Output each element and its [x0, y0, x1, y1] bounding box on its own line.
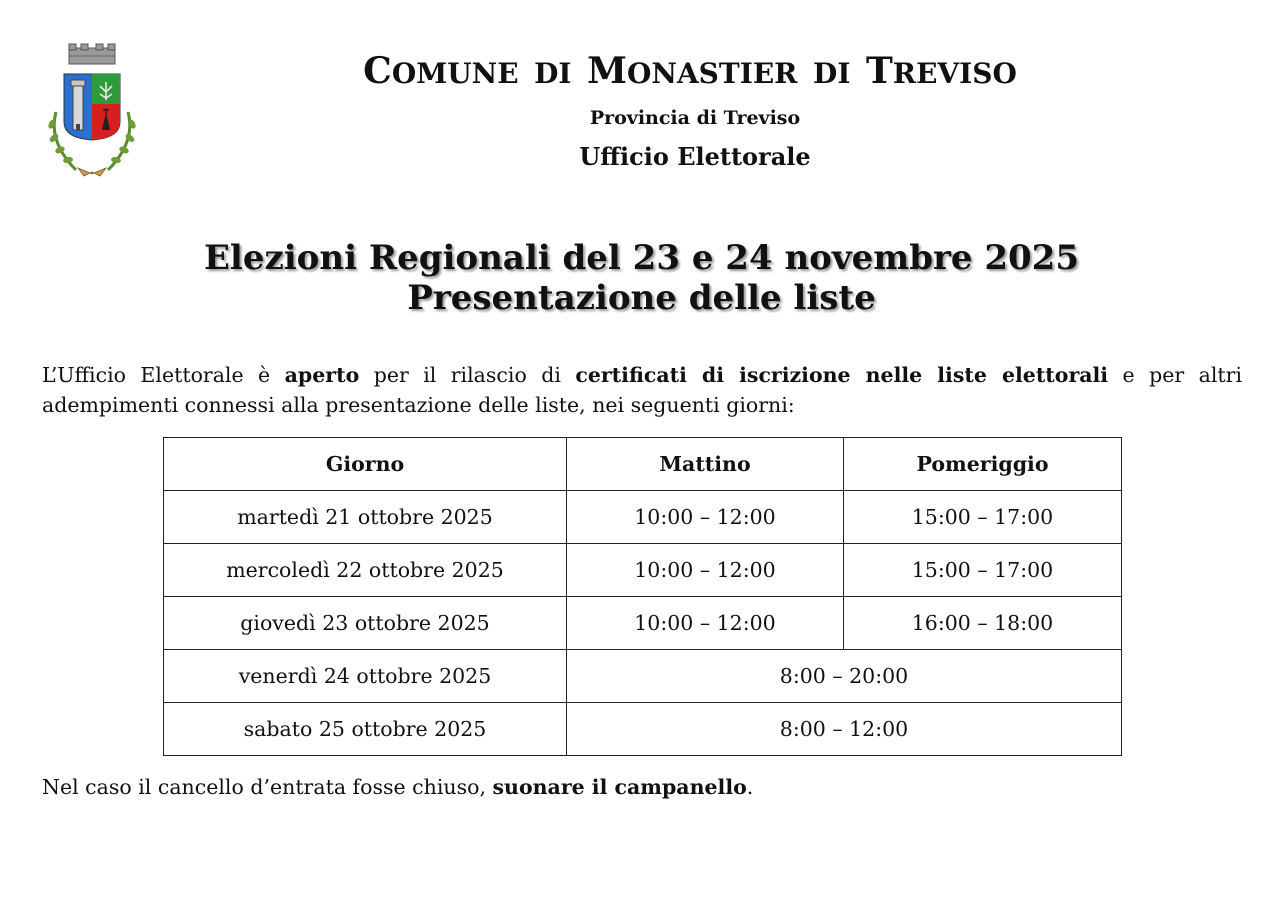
- province-label: Provincia di Treviso: [589, 107, 801, 129]
- full-day-cell: 8:00 – 12:00: [567, 703, 1122, 756]
- day-cell: venerdì 24 ottobre 2025: [164, 650, 567, 703]
- day-cell: giovedì 23 ottobre 2025: [164, 597, 567, 650]
- table-row: [164, 650, 1122, 703]
- table-row: [164, 491, 1122, 544]
- header-afternoon: Pomeriggio: [844, 438, 1122, 491]
- table-row: [164, 703, 1122, 756]
- morning-cell: 10:00 – 12:00: [567, 597, 844, 650]
- morning-cell: 10:00 – 12:00: [567, 544, 844, 597]
- notice-title-line-2: Presentazione delle liste: [407, 278, 876, 318]
- notice-title-line-1: Elezioni Regionali del 23 e 24 novembre 2025: [204, 238, 1079, 278]
- afternoon-cell: 15:00 – 17:00: [844, 491, 1122, 544]
- afternoon-cell: 16:00 – 18:00: [844, 597, 1122, 650]
- municipality-title: COMUNE DI MONASTIER DI TREVISO: [363, 50, 1017, 92]
- gate-note: Nel caso il cancello d’entrata fosse chiuso, suonare il campanello.: [42, 775, 754, 799]
- office-label: Ufficio Elettorale: [579, 142, 811, 171]
- intro-open-emphasis: aperto: [284, 363, 360, 387]
- schedule-table: [163, 437, 1122, 756]
- morning-cell: 10:00 – 12:00: [567, 491, 844, 544]
- notice-title: [0, 238, 1283, 318]
- header-morning: Mattino: [567, 438, 844, 491]
- municipal-crest-icon: [42, 42, 142, 182]
- table-row: [164, 544, 1122, 597]
- table-row: [164, 597, 1122, 650]
- table-header-row: [164, 438, 1122, 491]
- intro-paragraph: L’Ufficio Elettorale è aperto per il rilascio di certificati di iscrizione nelle liste elettorali e per altri adempimenti connessi alla presentazione delle liste, nei seguenti giorni:: [42, 363, 1242, 417]
- ring-bell-emphasis: suonare il campanello: [492, 775, 747, 799]
- day-cell: sabato 25 ottobre 2025: [164, 703, 567, 756]
- afternoon-cell: 15:00 – 17:00: [844, 544, 1122, 597]
- full-day-cell: 8:00 – 20:00: [567, 650, 1122, 703]
- day-cell: martedì 21 ottobre 2025: [164, 491, 567, 544]
- header-day: Giorno: [164, 438, 567, 491]
- day-cell: mercoledì 22 ottobre 2025: [164, 544, 567, 597]
- intro-certificates-emphasis: certificati di iscrizione nelle liste elettorali: [575, 363, 1109, 387]
